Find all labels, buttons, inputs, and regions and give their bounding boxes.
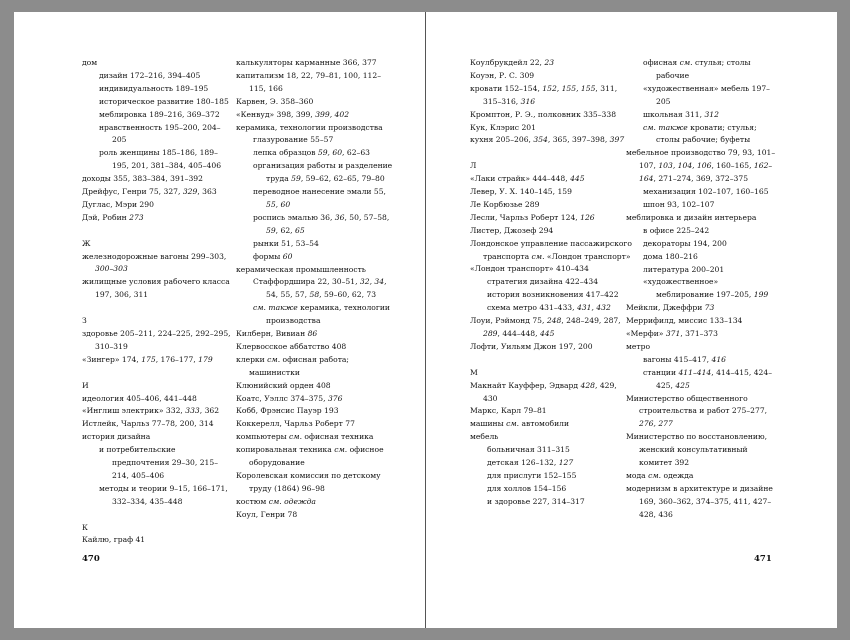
index-entry	[236, 496, 396, 509]
index-figure-ref: 276, 277	[639, 419, 673, 429]
index-entry	[470, 109, 632, 122]
index-figure-ref: 354	[533, 135, 548, 145]
index-figure-ref: см. одежда	[268, 496, 316, 506]
index-text: схема метро 431–433,	[487, 303, 577, 313]
index-text: керамика, технологии производства	[236, 122, 383, 132]
index-text: история дизайна	[82, 432, 151, 442]
index-text: и потребительские предпочтения 29–30, 215–214, 405–406	[99, 445, 219, 480]
index-subentry	[236, 160, 396, 186]
index-entry	[236, 57, 396, 70]
index-figure-ref: 416	[711, 354, 726, 364]
index-text: костюм	[236, 496, 269, 506]
index-text: «Лондон транспорт»	[544, 251, 631, 261]
index-entry	[236, 470, 396, 496]
index-text: компьютеры	[236, 432, 290, 442]
index-figure-ref: см.	[531, 251, 545, 261]
index-subentry	[626, 57, 776, 83]
index-letter-heading	[82, 380, 232, 393]
index-text: М	[470, 367, 478, 377]
index-text: механизация 102–107, 160–165	[643, 187, 769, 197]
index-text: Лондонское управление пассажирского транспорта	[470, 238, 635, 261]
index-text: «Лаки страйк» 444–448,	[470, 174, 571, 184]
index-entry	[236, 109, 396, 122]
index-figure-ref: 65	[295, 225, 305, 235]
index-text: , 59–62, 62–65, 79–80	[300, 174, 385, 184]
index-subentry	[82, 122, 232, 148]
index-text: и здоровье 227, 314–317	[487, 496, 585, 506]
index-figure-ref: 248	[546, 316, 562, 326]
index-text: кровати 152–154,	[470, 83, 543, 93]
index-subentry	[470, 496, 632, 509]
index-text: Клюнийский орден 408	[236, 380, 331, 390]
index-text: офисная техника	[302, 432, 374, 442]
index-subentry	[626, 225, 776, 238]
index-text: «Зингер» 174,	[82, 354, 142, 364]
index-entry	[626, 147, 776, 186]
index-subentry	[236, 251, 396, 264]
index-text: «Мерфи»	[626, 329, 666, 339]
index-text: декораторы 194, 200	[643, 238, 727, 248]
index-text: калькуляторы карманные 366, 377	[236, 58, 377, 67]
index-text: автомобили	[519, 419, 570, 429]
index-figure-ref: 59	[266, 225, 276, 235]
index-subentry	[626, 122, 776, 148]
index-text: , 371–373	[680, 329, 718, 339]
index-entry	[236, 328, 396, 341]
index-text: Коулбрукдейл 22,	[470, 58, 545, 67]
index-text: меблировка 189–216, 369–372	[99, 109, 220, 119]
index-text: лепка образцов	[253, 148, 318, 158]
index-figure-ref: 59, 60	[317, 148, 343, 158]
index-letter-heading	[470, 367, 632, 380]
index-text: Стаффордшира 22, 30–51,	[253, 277, 360, 287]
index-figure-ref: 152, 155, 155	[542, 83, 596, 93]
index-column-4	[626, 57, 776, 522]
index-figure-ref: 55, 60	[266, 199, 291, 209]
index-entry	[82, 173, 232, 186]
index-entry	[236, 431, 396, 444]
index-entry	[470, 225, 632, 238]
index-text: меблировка и дизайн интерьера	[626, 212, 757, 222]
index-entry	[470, 315, 632, 341]
index-entry	[236, 380, 396, 393]
index-figure-ref: см.	[289, 432, 303, 442]
index-subentry	[626, 264, 776, 277]
index-figure-ref: 312	[704, 109, 719, 119]
index-figure-ref: см.	[679, 58, 693, 67]
index-entry	[236, 354, 396, 380]
index-entry	[470, 57, 632, 70]
index-text: Дэй, Робин	[82, 212, 130, 222]
index-subentry	[470, 276, 632, 289]
index-entry	[626, 470, 776, 483]
index-text: , 54, 55, 57,	[266, 277, 389, 300]
index-figure-ref: 428	[580, 380, 595, 390]
index-subentry	[470, 302, 632, 315]
index-entry	[82, 405, 232, 418]
index-entry	[470, 134, 632, 147]
index-text: индивидуальность 189–195	[99, 83, 209, 93]
index-text: стратегия дизайна 422–434	[487, 277, 599, 287]
index-entry	[236, 444, 396, 470]
index-entry	[626, 483, 776, 522]
index-text: К	[82, 522, 88, 532]
index-entry	[470, 238, 635, 264]
index-text: историческое развитие 180–185	[99, 96, 229, 106]
index-subentry	[82, 96, 232, 109]
index-entry	[82, 57, 232, 70]
index-figure-ref: 371	[665, 329, 681, 339]
index-entry	[470, 83, 632, 109]
index-entry	[470, 431, 632, 444]
index-text: Кромптон, Р. Э., полковник 335–338	[470, 109, 617, 119]
index-figure-ref: 86	[307, 329, 318, 339]
index-subentry	[82, 483, 232, 509]
index-figure-ref: 289	[483, 329, 498, 339]
index-entry	[626, 431, 776, 470]
index-entry	[82, 212, 232, 225]
index-text: Кук, Клэрис 201	[470, 122, 536, 132]
index-figure-ref: см. также	[643, 122, 688, 132]
index-column-2	[236, 57, 396, 522]
index-figure-ref: 431, 432	[576, 303, 611, 313]
index-figure-ref: 425	[675, 380, 690, 390]
index-subentry	[236, 302, 396, 328]
index-text: дома 180–216	[643, 251, 698, 261]
index-subentry	[626, 354, 776, 367]
index-text: детская 126–132,	[487, 458, 559, 468]
index-subentry	[626, 186, 776, 199]
index-text: офисная работа; машинистки	[249, 354, 352, 377]
index-figure-ref: 32, 34	[359, 277, 385, 287]
right-page	[426, 12, 837, 628]
index-text: кровати; стулья; столы рабочие; буфеты	[656, 122, 760, 145]
index-figure-ref: 316	[520, 96, 536, 106]
index-figure-ref: 126	[580, 212, 595, 222]
index-text: модернизм в архитектуре и дизайне 169, 360–362, 374–375, 411, 427–428, 436	[626, 483, 776, 519]
index-text: Клервосское аббатство 408	[236, 341, 347, 351]
index-text: мебельное производство 79, 93, 101–107,	[626, 148, 776, 171]
index-text: , 62,	[275, 225, 295, 235]
index-figure-ref: 59	[291, 174, 301, 184]
index-figure-ref: 273	[129, 212, 144, 222]
index-entry	[470, 418, 632, 431]
index-text: метро	[626, 341, 651, 351]
index-text: «художественное» меблирование 197–205,	[643, 277, 754, 300]
index-figure-ref: 60	[282, 251, 293, 261]
index-text: Листер, Джозеф 294	[470, 225, 554, 235]
index-text: шпон 93, 102–107	[643, 199, 715, 209]
index-entry	[82, 534, 232, 547]
index-text: Королевская комиссия по детскому труду (1864) 96–98	[236, 471, 384, 493]
index-entry	[82, 251, 232, 277]
index-entry	[236, 70, 396, 96]
index-text: школьная 311,	[643, 109, 705, 119]
index-text: клерки	[236, 354, 268, 364]
index-text: , 50, 57–58,	[344, 212, 392, 222]
index-text: методы и теории 9–15, 166–171, 332–334, 435–448	[99, 483, 231, 506]
index-subentry	[236, 134, 396, 147]
index-text: организация работы и разделение труда	[253, 161, 395, 184]
index-subentry	[470, 470, 632, 483]
index-text: Коуэн, Р. С. 309	[470, 70, 535, 80]
index-text: Макнайт Кауффер, Эдвард	[470, 380, 581, 390]
index-subentry	[626, 251, 776, 264]
index-letter-heading	[82, 238, 232, 251]
index-text: кухня 205–206,	[470, 135, 534, 145]
index-text: Дрейфус, Генри 75, 327,	[82, 187, 183, 197]
index-text: Маркс, Карл 79–81	[470, 406, 547, 416]
index-figure-ref: 333	[185, 406, 200, 416]
index-entry	[470, 380, 632, 406]
index-text: , 362	[199, 406, 220, 416]
index-text: стулья; столы рабочие	[656, 58, 753, 80]
index-text: железнодорожные вагоны 299–303,	[82, 251, 229, 261]
index-subentry	[82, 70, 232, 83]
index-entry	[236, 405, 396, 418]
index-figure-ref: 58	[309, 290, 320, 300]
index-figure-ref: 397	[609, 135, 625, 145]
index-figure-ref: 103, 104, 106	[658, 161, 712, 171]
index-figure-ref: 162–164	[639, 161, 773, 184]
index-subentry	[236, 186, 396, 212]
index-entry	[470, 405, 632, 418]
index-subentry	[626, 276, 776, 302]
index-text: Ж	[82, 238, 91, 248]
index-text: , 429, 430	[483, 380, 620, 403]
index-figure-ref: 399, 402	[315, 109, 350, 119]
index-figure-ref: 127	[558, 458, 574, 468]
index-text: станции	[643, 367, 679, 377]
index-text: , 271–274, 369, 372–375	[653, 174, 749, 184]
index-figure-ref: см.	[334, 445, 348, 455]
index-text: литература 200–201	[643, 264, 725, 274]
index-entry	[470, 186, 632, 199]
index-text: дом	[82, 58, 98, 67]
index-text: , 311, 315–316,	[483, 83, 620, 106]
index-text: , 176–177,	[155, 354, 199, 364]
index-entry	[236, 122, 396, 135]
index-text: для холлов 154–156	[487, 483, 567, 493]
index-text: Лофти, Уильям Джон 197, 200	[470, 341, 593, 351]
index-figure-ref: см.	[267, 354, 281, 364]
index-entry	[470, 341, 632, 354]
index-subentry	[236, 147, 396, 160]
index-text: «художественная» мебель 197–205	[643, 83, 770, 106]
index-entry	[82, 418, 232, 431]
index-subentry	[236, 238, 396, 251]
page-number-right: 471	[754, 554, 772, 564]
index-figure-ref: 175	[141, 354, 156, 364]
index-entry	[470, 199, 632, 212]
index-entry	[470, 212, 632, 225]
index-entry	[236, 393, 396, 406]
index-text: Килберн, Вивиан	[236, 329, 308, 339]
page-number-left: 470	[82, 554, 100, 564]
index-text: капитализм 18, 22, 79–81, 100, 112–115, 166	[236, 70, 382, 93]
index-subentry	[470, 289, 632, 302]
index-text: роспись эмалью 36,	[253, 212, 335, 222]
index-subentry	[626, 109, 776, 122]
index-subentry	[82, 109, 232, 122]
index-text: Коул, Генри 78	[236, 509, 298, 519]
index-text: идеология 405–406, 441–448	[82, 393, 197, 403]
index-text: вагоны 415–417,	[643, 354, 712, 364]
index-entry	[626, 341, 776, 354]
index-entry	[626, 328, 776, 341]
index-subentry	[470, 483, 632, 496]
index-text: , 365, 397–398,	[547, 135, 610, 145]
index-text: роль женщины 185–186, 189–195, 201, 381–384, 405–406	[99, 148, 222, 171]
index-text: мебель	[470, 432, 499, 442]
index-entry	[236, 509, 396, 522]
index-subentry	[626, 238, 776, 251]
index-text: рынки 51, 53–54	[253, 238, 319, 248]
index-text: , 160–165,	[711, 161, 754, 171]
index-text: одежда	[661, 471, 694, 480]
index-entry	[470, 122, 632, 135]
index-subentry	[82, 444, 232, 483]
index-figure-ref: см.	[648, 471, 662, 480]
index-figure-ref: 445	[539, 329, 555, 339]
index-entry	[82, 186, 232, 199]
index-entry	[82, 431, 232, 444]
index-text: доходы 355, 383–384, 391–392	[82, 174, 203, 184]
index-subentry	[470, 444, 632, 457]
index-entry	[82, 393, 232, 406]
index-entry	[626, 302, 776, 315]
index-text: копировальная техника	[236, 445, 335, 455]
index-text: , 62–63	[342, 148, 370, 158]
index-entry	[236, 96, 396, 109]
index-subentry	[626, 199, 776, 212]
index-text: З	[82, 316, 87, 326]
index-text: нравственность 195–200, 204–205	[99, 122, 221, 145]
index-text: больничная 311–315	[487, 445, 570, 455]
index-text: история возникновения 417–422	[487, 290, 619, 300]
index-text: Министерство общественного строительства и работ 275–277,	[626, 393, 770, 416]
index-entry	[626, 393, 776, 432]
index-text: мода	[626, 471, 649, 480]
index-text: Л	[470, 161, 477, 171]
index-text: офисная	[643, 58, 680, 67]
index-figure-ref: 329	[182, 187, 198, 197]
index-figure-ref: 73	[704, 303, 715, 313]
index-text: , 363	[197, 187, 217, 197]
index-text: формы	[253, 251, 283, 261]
index-letter-heading	[82, 522, 232, 535]
index-text: Левер, У. Х. 140–145, 159	[470, 187, 572, 197]
index-entry	[470, 70, 632, 83]
index-text: Кайлю, граф 41	[82, 535, 146, 545]
index-text: в офисе 225–242	[643, 225, 710, 235]
index-text: Ле Корбюзье 289	[470, 199, 540, 209]
index-text: Карвен, Э. 358–360	[236, 96, 314, 106]
index-figure-ref: см.	[506, 419, 520, 429]
index-entry	[82, 354, 232, 367]
index-entry	[626, 315, 776, 328]
index-subentry	[236, 276, 396, 302]
index-text: , 444–448,	[497, 329, 540, 339]
index-figure-ref: 36	[334, 212, 345, 222]
index-figure-ref: 300–303	[95, 264, 128, 274]
index-text: здоровье 205–211, 224–225, 292–295, 310–319	[82, 329, 233, 351]
index-text: Мейкли, Джеффри	[626, 303, 705, 313]
index-subentry	[626, 83, 776, 109]
index-entry	[470, 263, 632, 276]
index-figure-ref: 23	[544, 58, 555, 67]
index-figure-ref: 411–414	[678, 367, 712, 377]
index-subentry	[626, 367, 776, 393]
index-text: керамическая промышленность	[236, 264, 366, 274]
index-entry	[470, 173, 632, 186]
index-subentry	[236, 212, 396, 238]
index-column-1	[82, 57, 232, 547]
index-letter-heading	[470, 160, 632, 173]
index-entry	[82, 328, 232, 354]
index-text: Министерство по восстановлению, женский консультативный комитет 392	[626, 432, 770, 468]
index-text: , 414–415, 424–425,	[656, 367, 772, 390]
index-letter-heading	[82, 315, 232, 328]
index-text: жилищные условия рабочего класса 197, 306, 311	[82, 277, 233, 300]
index-text: машины	[470, 419, 507, 429]
index-entry	[236, 264, 396, 277]
index-text: переводное нанесение эмали 55,	[253, 187, 389, 197]
index-column-3	[470, 57, 635, 509]
index-figure-ref: 445	[570, 174, 585, 184]
index-text: Истлейк, Чарльз 77–78, 200, 314	[82, 419, 214, 429]
index-text: Лоуи, Рэймонд 75,	[470, 316, 547, 326]
index-text: Лесли, Чарльз Роберт 124,	[470, 212, 581, 222]
index-entry	[236, 341, 396, 354]
index-entry	[236, 418, 396, 431]
index-entry	[626, 212, 776, 225]
index-text: дизайн 172–216, 394–405	[99, 70, 201, 80]
index-text: офисное оборудование	[249, 445, 386, 468]
index-text: «Инглиш электрик» 332,	[82, 406, 186, 416]
index-figure-ref: 179	[198, 354, 213, 364]
index-text: Коатс, Уэллс 374–375,	[236, 393, 328, 403]
index-text: , 248–249, 287,	[561, 316, 624, 326]
left-page	[14, 12, 425, 628]
index-subentry	[470, 457, 632, 470]
index-text: Меррифилд, миссис 133–134	[626, 316, 743, 326]
index-text: для прислуги 152–155	[487, 470, 577, 480]
index-text: керамика, технологии производства	[266, 303, 393, 326]
index-figure-ref: 376	[327, 393, 343, 403]
index-entry	[82, 276, 232, 302]
index-text: Коккерелл, Чарльз Роберт 77	[236, 419, 355, 429]
index-entry	[82, 199, 232, 212]
index-text: И	[82, 380, 89, 390]
index-text: Дуглас, Мэри 290	[82, 199, 154, 209]
index-text: Кобб, Фрэнсис Пауэр 193	[236, 406, 339, 416]
index-text: «Лондон транспорт» 410–434	[470, 264, 589, 274]
index-text: «Кенвуд» 398, 399,	[236, 109, 316, 119]
index-subentry	[82, 83, 232, 96]
index-figure-ref: см. также	[253, 303, 298, 313]
index-text: , 59–60, 62, 73	[319, 290, 377, 300]
index-text: глазурование 55–57	[253, 135, 334, 145]
index-figure-ref: 199	[753, 290, 769, 300]
index-subentry	[82, 147, 232, 173]
